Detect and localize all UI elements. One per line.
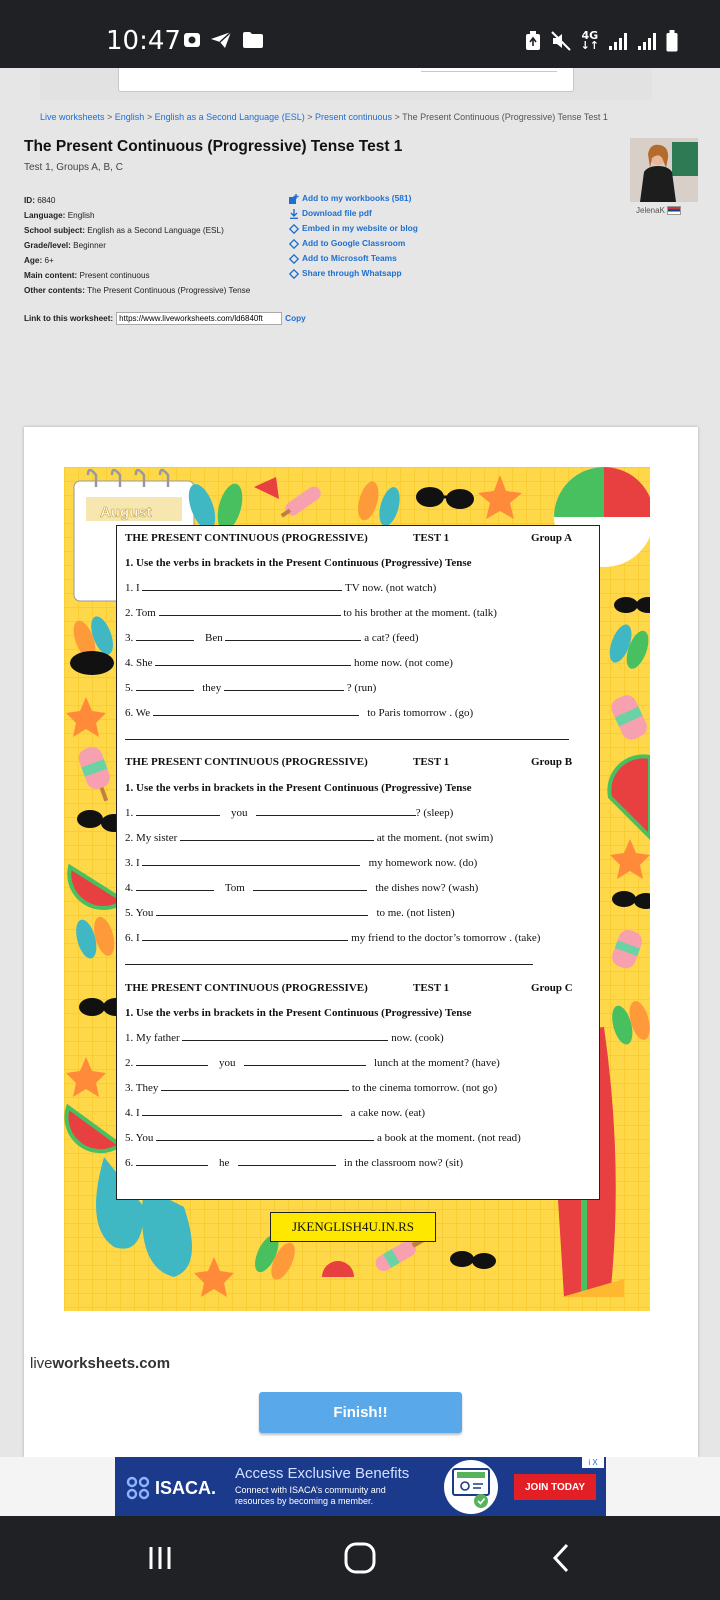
- back-button[interactable]: [531, 1536, 591, 1580]
- embed-link[interactable]: Embed in my website or blog: [289, 221, 418, 236]
- status-bar: [0, 0, 720, 68]
- signal-icon-2: [637, 31, 657, 51]
- navigation-bar: [0, 1516, 720, 1600]
- answer-blank[interactable]: [142, 932, 348, 941]
- folder-icon: [242, 31, 264, 49]
- embed-icon: [289, 239, 299, 249]
- download-icon: [289, 209, 299, 219]
- answer-blank[interactable]: [156, 1132, 374, 1141]
- answer-blank[interactable]: [153, 707, 359, 716]
- finish-button[interactable]: Finish!!: [259, 1392, 462, 1433]
- page-title: The Present Continuous (Progressive) Tense Test 1: [24, 138, 403, 155]
- embed-icon: [289, 224, 299, 234]
- membership-card-icon: [435, 1459, 507, 1515]
- section-divider: [125, 739, 569, 740]
- worksheet-card: [24, 427, 698, 1457]
- group-a-item-3: 3. Ben a cat? (feed): [125, 632, 419, 644]
- google-classroom-link[interactable]: Add to Google Classroom: [289, 236, 418, 251]
- previous-panel: [40, 68, 652, 100]
- group-c-heading: THE PRESENT CONTINUOUS (PROGRESSIVE) TEST 1 Group C: [125, 982, 573, 994]
- back-icon: [549, 1542, 573, 1574]
- group-c-item-6: 6. he in the classroom now? (sit): [125, 1157, 464, 1169]
- group-a-instruction: 1. Use the verbs in brackets in the Present Continuous (Progressive) Tense: [125, 557, 472, 569]
- recent-apps-button[interactable]: [130, 1536, 190, 1580]
- add-workbook-icon: [289, 194, 299, 204]
- embed-icon: [289, 254, 299, 264]
- group-b-heading: THE PRESENT CONTINUOUS (PROGRESSIVE) TEST 1 Group B: [125, 756, 573, 768]
- answer-blank[interactable]: [136, 882, 214, 891]
- recent-apps-icon: [145, 1543, 175, 1573]
- site-badge: JKENGLISH4U.IN.RS: [270, 1212, 436, 1242]
- answer-blank[interactable]: [136, 807, 220, 816]
- ad-logo: ISACA.: [125, 1475, 216, 1501]
- group-b-item-3: 3. I my homework now. (do): [125, 857, 478, 869]
- worksheet-link-input[interactable]: [116, 312, 282, 325]
- group-b-item-6: 6. I my friend to the doctor’s tomorrow . (take): [125, 932, 541, 944]
- meta-age: Age: 6+: [24, 256, 54, 265]
- meta-id: ID: 6840: [24, 196, 56, 205]
- battery-saver-icon: [525, 31, 541, 51]
- ad-banner[interactable]: [115, 1457, 606, 1516]
- ad-body: Connect with ISACA’s community and resources by becoming a member.: [235, 1485, 386, 1506]
- worksheet-meta: [24, 193, 250, 298]
- ad-join-button[interactable]: JOIN TODAY: [514, 1474, 596, 1500]
- group-a-heading: THE PRESENT CONTINUOUS (PROGRESSIVE) TEST 1 Group A: [125, 532, 573, 544]
- battery-icon: [666, 30, 678, 52]
- mute-icon: [550, 31, 572, 51]
- clock: 10:47: [106, 26, 181, 56]
- section-divider: [125, 964, 533, 965]
- group-c-item-5: 5. You a book at the moment. (not read): [125, 1132, 521, 1144]
- answer-blank[interactable]: [142, 1107, 342, 1116]
- screen-record-icon: [183, 31, 201, 49]
- meta-other-contents: Other contents: The Present Continuous (Progressive) Tense: [24, 286, 251, 295]
- meta-language: Language: English: [24, 211, 95, 220]
- add-to-workbooks-link[interactable]: Add to my workbooks (581): [289, 191, 418, 206]
- group-c-instruction: 1. Use the verbs in brackets in the Present Continuous (Progressive) Tense: [125, 1007, 472, 1019]
- ad-headline: Access Exclusive Benefits: [235, 1465, 410, 1482]
- whatsapp-share-link[interactable]: Share through Whatsapp: [289, 266, 418, 281]
- answer-blank[interactable]: [224, 682, 344, 691]
- group-a-item-6: 6. We to Paris tomorrow . (go): [125, 707, 474, 719]
- answer-blank[interactable]: [142, 582, 342, 591]
- group-c-item-1: 1. My father now. (cook): [125, 1032, 444, 1044]
- link-label: Link to this worksheet:: [24, 314, 114, 323]
- group-a-item-1: 1. I TV now. (not watch): [125, 582, 437, 594]
- answer-blank[interactable]: [238, 1157, 336, 1166]
- signal-icon: [608, 31, 628, 51]
- answer-blank[interactable]: [156, 907, 368, 916]
- copy-link-button[interactable]: Copy: [285, 314, 306, 323]
- worksheet-actions: [289, 191, 418, 281]
- worksheet-link-row: [24, 312, 306, 325]
- breadcrumb-present-continuous[interactable]: Present continuous: [314, 112, 393, 122]
- author-photo: [630, 138, 698, 202]
- answer-blank[interactable]: [136, 632, 194, 641]
- home-button[interactable]: [330, 1536, 390, 1580]
- serbia-flag-icon: [667, 206, 681, 215]
- author-name[interactable]: JelenaK: [636, 206, 681, 215]
- download-pdf-link[interactable]: Download file pdf: [289, 206, 418, 221]
- answer-blank[interactable]: [161, 1082, 349, 1091]
- answer-blank[interactable]: [136, 682, 194, 691]
- answer-blank[interactable]: [155, 657, 351, 666]
- answer-blank[interactable]: [244, 1057, 366, 1066]
- breadcrumb-esl[interactable]: English as a Second Language (ESL): [154, 112, 305, 122]
- answer-blank[interactable]: [253, 882, 367, 891]
- worksheet-text-box: [116, 525, 600, 1200]
- page-subtitle: Test 1, Groups A, B, C: [24, 162, 123, 173]
- answer-blank[interactable]: [225, 632, 361, 641]
- network-type: 4G ↓↑: [580, 29, 599, 52]
- embed-icon: [289, 269, 299, 279]
- author-avatar[interactable]: [630, 138, 698, 202]
- telegram-icon: [210, 31, 232, 49]
- microsoft-teams-link[interactable]: Add to Microsoft Teams: [289, 251, 418, 266]
- breadcrumb: Live worksheets > English > English as a Second Language (ESL) > Present continuous > The Present Continuous (Progressive) Tense Test 1: [40, 112, 608, 122]
- group-b-item-1: 1. you ? (sleep): [125, 807, 454, 819]
- breadcrumb-live-worksheets[interactable]: Live worksheets: [40, 112, 105, 122]
- previous-panel-card: [118, 68, 574, 92]
- answer-blank[interactable]: [136, 1157, 208, 1166]
- ad-choices-icon[interactable]: i X: [582, 1457, 604, 1468]
- group-c-item-3: 3. They to the cinema tomorrow. (not go): [125, 1082, 498, 1094]
- status-right: [525, 28, 678, 54]
- answer-blank[interactable]: [159, 607, 341, 616]
- answer-blank[interactable]: [180, 832, 374, 841]
- calendar-label: August: [100, 504, 152, 521]
- group-a-item-2: 2. Tom to his brother at the moment. (talk): [125, 607, 497, 619]
- group-b-item-2: 2. My sister at the moment. (not swim): [125, 832, 494, 844]
- liveworksheets-logo: liveworksheets.com: [30, 1355, 171, 1372]
- answer-blank[interactable]: [182, 1032, 388, 1041]
- group-a-item-4: 4. She home now. (not come): [125, 657, 453, 669]
- meta-main-content: Main content: Present continuous: [24, 271, 150, 280]
- breadcrumb-current: The Present Continuous (Progressive) Tense Test 1: [402, 112, 608, 122]
- meta-subject: School subject: English as a Second Language (ESL): [24, 226, 224, 235]
- isaca-logo-icon: [125, 1475, 151, 1501]
- meta-grade: Grade/level: Beginner: [24, 241, 106, 250]
- breadcrumb-english[interactable]: English: [114, 112, 145, 122]
- answer-blank[interactable]: [142, 857, 360, 866]
- group-b-item-4: 4. Tom the dishes now? (wash): [125, 882, 479, 894]
- answer-blank[interactable]: [136, 1057, 208, 1066]
- group-a-item-5: 5. they ? (run): [125, 682, 377, 694]
- answer-blank[interactable]: [256, 807, 416, 816]
- group-b-instruction: 1. Use the verbs in brackets in the Present Continuous (Progressive) Tense: [125, 782, 472, 794]
- group-c-item-4: 4. I a cake now. (eat): [125, 1107, 426, 1119]
- home-icon: [343, 1541, 377, 1575]
- group-c-item-2: 2. you lunch at the moment? (have): [125, 1057, 500, 1069]
- group-b-item-5: 5. You to me. (not listen): [125, 907, 455, 919]
